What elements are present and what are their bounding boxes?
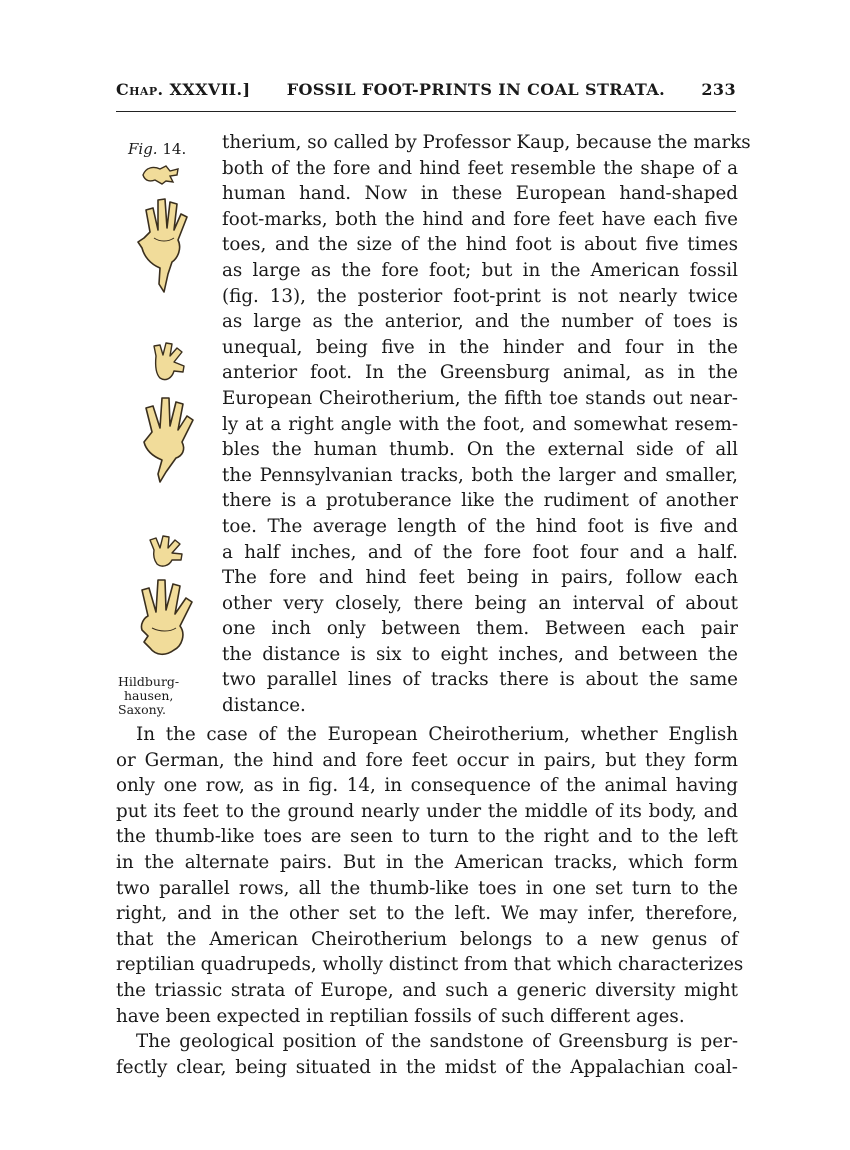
- figure-label: [128, 140, 186, 158]
- text-line: in the alternate pairs. But in the American tracks, which form: [116, 851, 738, 873]
- text-line: European Cheirotherium, the fifth toe stands out near-: [222, 387, 738, 409]
- text-line: bles the human thumb. On the external side of all: [222, 439, 738, 461]
- text-line: there is a protuberance like the rudiment of another: [222, 490, 738, 512]
- text-line: distance.: [222, 695, 306, 717]
- caption-line: Saxony.: [118, 702, 167, 717]
- chapter-label: Chap. XXXVII.]: [116, 80, 251, 99]
- text-line: right, and in the other set to the left. We may infer, therefore,: [116, 903, 738, 925]
- text-line: that the American Cheirotherium belongs to a new genus of: [116, 928, 738, 950]
- text-line: unequal, being five in the hinder and four in the: [222, 336, 738, 358]
- text-line: (fig. 13), the posterior foot-print is not nearly twice: [222, 285, 738, 307]
- large-hind-foot-print-icon: [136, 188, 192, 296]
- text-line: The geological position of the sandstone of Greensburg is per-: [136, 1031, 738, 1053]
- text-line: foot-marks, both the hind and fore feet have each five: [222, 208, 738, 230]
- header-rule: [116, 111, 736, 112]
- text-line: toe. The average length of the hind foot is five and: [222, 515, 738, 537]
- text-line: two parallel rows, all the thumb-like toes in one set turn to the: [116, 877, 738, 899]
- text-line: as large as the anterior, and the number of toes is: [222, 311, 738, 333]
- text-line: as large as the fore foot; but in the American fossil: [222, 259, 738, 281]
- running-header: [116, 80, 736, 99]
- text-line: put its feet to the ground nearly under the middle of its body, and: [116, 800, 738, 822]
- text-line: one inch only between them. Between each pair: [222, 618, 738, 640]
- caption-line: hausen,: [124, 688, 174, 703]
- figure-label-prefix: Fig.: [128, 140, 158, 158]
- text-line: have been expected in reptilian fossils of such different ages.: [116, 1005, 685, 1027]
- page-number: 233: [701, 80, 736, 99]
- small-fore-foot-print-icon: [146, 532, 190, 570]
- text-line: In the case of the European Cheirotherium, whether English: [136, 724, 738, 745]
- text-line: human hand. Now in these European hand-shaped: [222, 183, 738, 205]
- text-line: anterior foot. In the Greensburg animal, as in the: [222, 362, 738, 384]
- text-line: reptilian quadrupeds, wholly distinct from that which characterizes: [116, 954, 744, 976]
- text-line: two parallel lines of tracks there is about the same: [222, 669, 738, 691]
- text-line: or German, the hind and fore feet occur in pairs, but they form: [116, 749, 738, 771]
- text-line: other very closely, there being an interval of about: [222, 592, 738, 614]
- main-body-text: [116, 722, 744, 1080]
- text-line: fectly clear, being situated in the midst of the Appalachian coal-: [116, 1056, 738, 1078]
- text-line: The fore and hind feet being in pairs, follow each: [222, 567, 738, 589]
- text-line: ly at a right angle with the foot, and somewhat resem-: [222, 413, 738, 435]
- small-fore-foot-print-icon: [150, 340, 192, 386]
- large-hind-foot-print-icon: [134, 572, 200, 672]
- text-line: therium, so called by Professor Kaup, because the marks: [222, 132, 751, 153]
- large-hind-foot-print-icon: [140, 392, 198, 484]
- page-heading: FOSSIL FOOT-PRINTS IN COAL STRATA.: [286, 80, 666, 99]
- text-line: the distance is six to eight inches, and between the: [222, 643, 738, 665]
- text-line: the thumb-like toes are seen to turn to the right and to the left: [116, 826, 738, 848]
- text-line: both of the fore and hind feet resemble the shape of a: [222, 157, 738, 179]
- side-column-text: [222, 130, 751, 719]
- small-fore-foot-print-icon: [140, 163, 182, 187]
- text-line: the Pennsylvanian tracks, both the larger and smaller,: [222, 464, 738, 486]
- figure-label-number: 14.: [162, 140, 187, 158]
- text-line: a half inches, and of the fore foot four and a half.: [222, 541, 738, 563]
- text-line: only one row, as in fig. 14, in consequence of the animal having: [116, 775, 738, 797]
- caption-line: Hildburg-: [118, 674, 180, 689]
- text-line: toes, and the size of the hind foot is about five times: [222, 234, 738, 256]
- text-line: the triassic strata of Europe, and such a generic diversity might: [116, 979, 738, 1001]
- figure-caption: [118, 675, 210, 717]
